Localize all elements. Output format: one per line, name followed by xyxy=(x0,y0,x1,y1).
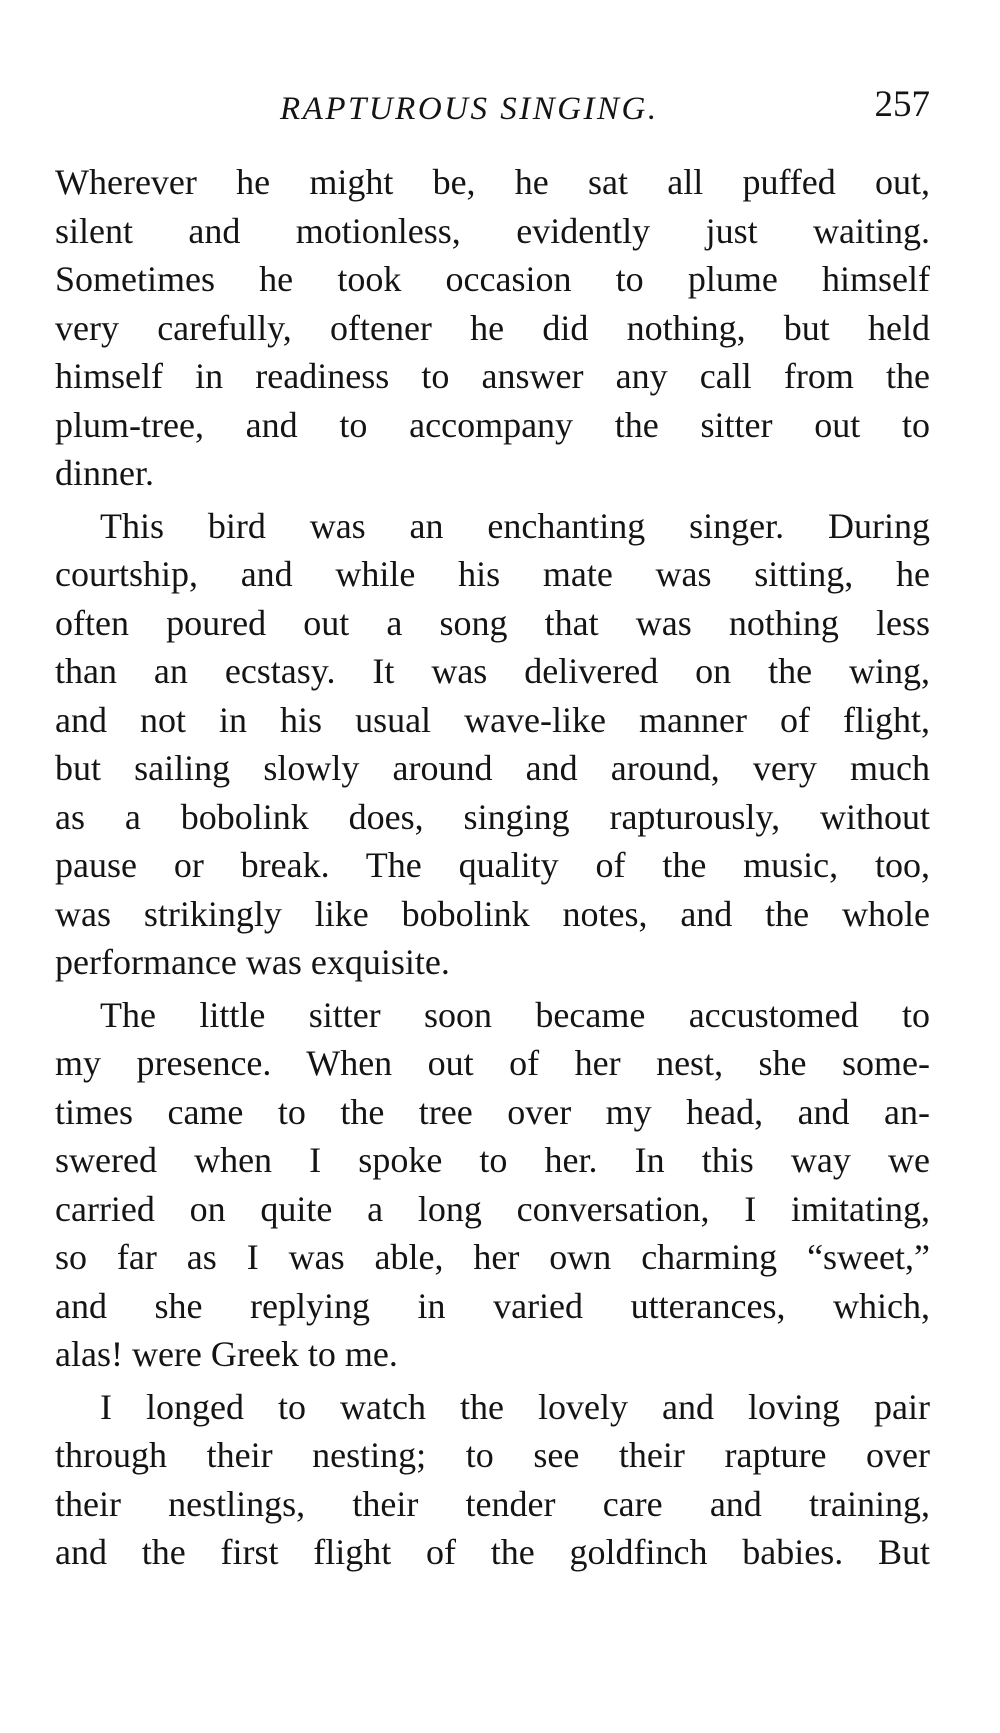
text-line: was strikingly like bobolink notes, and the whole xyxy=(55,893,930,934)
text-line: my presence. When out of her nest, she some- xyxy=(55,1043,930,1083)
text-line: than an ecstasy. It was delivered on the wing, xyxy=(55,651,930,691)
running-head xyxy=(55,84,930,134)
text-line: as a bobolink does, singing rapturously, without xyxy=(55,796,930,837)
body-text xyxy=(55,158,930,1577)
text-line: performance was exquisite. xyxy=(55,942,450,982)
text-line: plum-tree, and to accompany the sitter out to xyxy=(55,404,930,445)
running-title: RAPTUROUS SINGING. xyxy=(280,91,659,127)
text-line: swered when I spoke to her. In this way we xyxy=(55,1140,930,1180)
paragraph-1 xyxy=(55,158,930,498)
text-line: and not in his usual wave-like manner of flight, xyxy=(55,699,930,740)
text-line: himself in readiness to answer any call from the xyxy=(55,356,930,396)
text-line: times came to the tree over my head, and an- xyxy=(55,1091,930,1132)
text-line: alas! were Greek to me. xyxy=(55,1334,398,1374)
paragraph-3 xyxy=(55,991,930,1379)
text-line: their nestlings, their tender care and training, xyxy=(55,1483,930,1524)
text-line: carried on quite a long conversation, I imitating, xyxy=(55,1188,930,1229)
text-line: and she replying in varied utterances, which, xyxy=(55,1285,930,1326)
text-line: so far as I was able, her own charming “sweet,” xyxy=(55,1237,930,1277)
paragraph-4 xyxy=(55,1383,930,1577)
text-line: courtship, and while his mate was sitting, he xyxy=(55,554,930,594)
text-line: often poured out a song that was nothing less xyxy=(55,602,930,643)
paragraph-2 xyxy=(55,502,930,987)
text-line: This bird was an enchanting singer. During xyxy=(100,505,930,546)
text-line: and the first flight of the goldfinch babies. But xyxy=(55,1532,930,1572)
text-line: I longed to watch the lovely and loving pair xyxy=(100,1386,930,1427)
text-line: The little sitter soon became accustomed to xyxy=(100,994,930,1035)
text-line: very carefully, oftener he did nothing, but held xyxy=(55,307,930,348)
text-line: silent and motionless, evidently just waiting. xyxy=(55,210,930,251)
page-number: 257 xyxy=(874,84,930,125)
text-line: through their nesting; to see their rapture over xyxy=(55,1435,930,1475)
text-line: Wherever he might be, he sat all puffed out, xyxy=(55,162,930,202)
text-line: Sometimes he took occasion to plume himself xyxy=(55,259,930,299)
text-line: dinner. xyxy=(55,453,154,493)
text-line: pause or break. The quality of the music, too, xyxy=(55,845,930,885)
text-line: but sailing slowly around and around, very much xyxy=(55,748,930,788)
